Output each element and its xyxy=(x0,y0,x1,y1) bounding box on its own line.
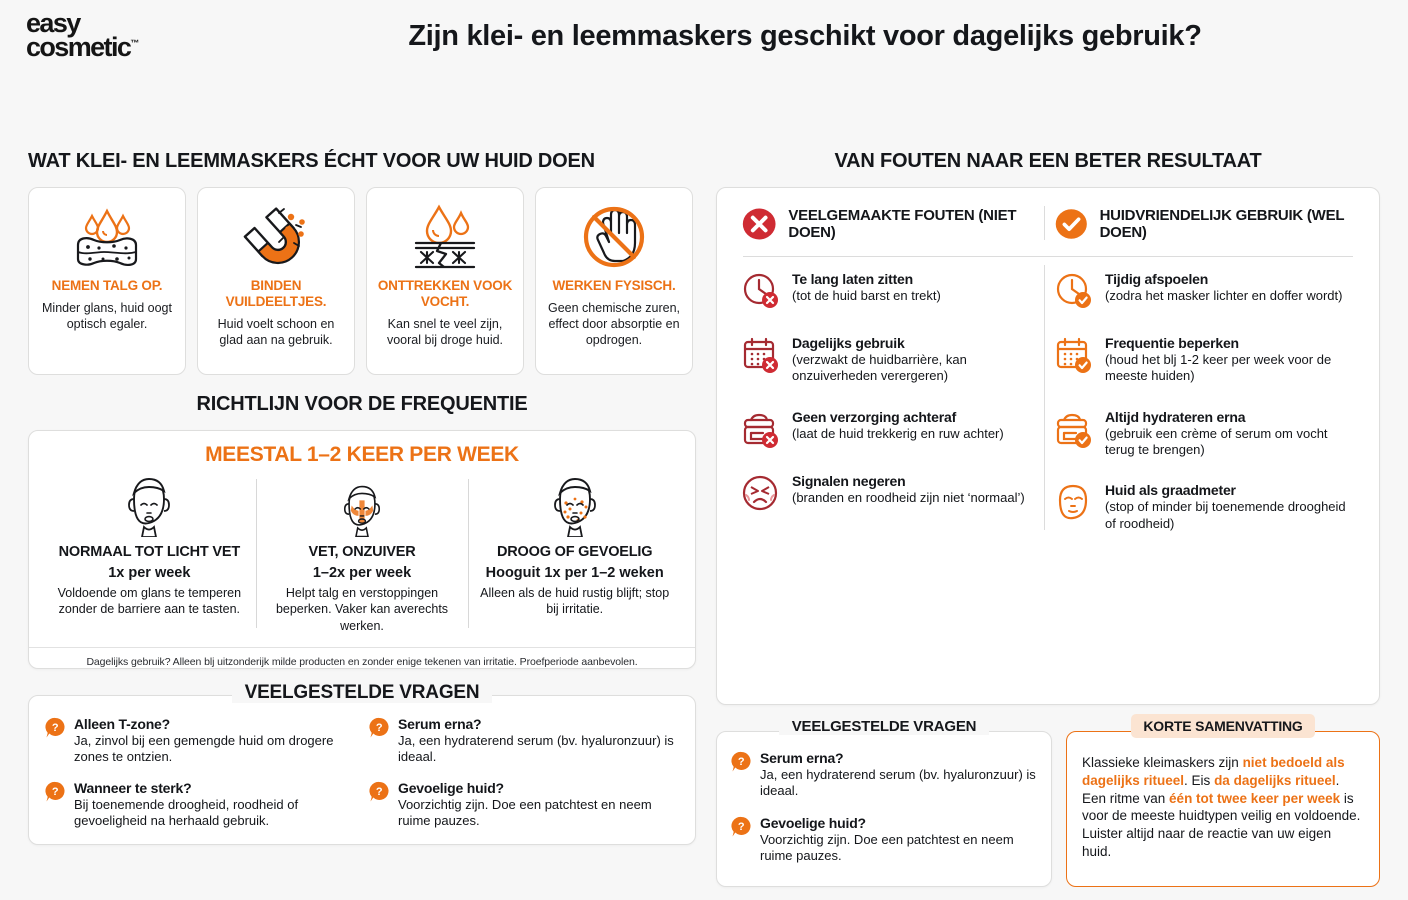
face-irritated-icon xyxy=(741,473,781,513)
faq-answer: Bij toenemende droogheid, roodheid of gevoeligheid na herhaald gebruik. xyxy=(74,796,299,829)
do-sub: (gebruik een crème of serum om vocht terug te brengen) xyxy=(1105,425,1328,457)
sponge-sebum-icon xyxy=(70,198,144,276)
do-item xyxy=(1054,335,1355,385)
benefit-title: BINDEN VUILDEELTJES. xyxy=(225,278,327,309)
faq-answer: Voorzichtig zijn. Doe een patchtest en neem ruime pauzes. xyxy=(398,796,652,829)
frequency-type: DROOG OF GEVOELIG xyxy=(497,544,653,560)
do-title: Tijdig afspoelen xyxy=(1105,271,1209,287)
svg-text:?: ? xyxy=(737,820,745,833)
svg-text:?: ? xyxy=(375,722,383,734)
faq-question: Serum erna? xyxy=(760,750,844,766)
dont-sub: (branden en roodheid zijn niet ‘normaal’) xyxy=(792,489,1025,505)
frequency-rate: Hooguit 1x per 1–2 weken xyxy=(485,565,664,581)
frequency-type: NORMAAL TOT LICHT VET xyxy=(58,544,240,560)
right-faq-card xyxy=(716,731,1052,887)
faq-item xyxy=(369,716,679,766)
benefit-card xyxy=(197,187,355,375)
benefit-desc: Kan snel te veel zijn, vooral bij droge huid. xyxy=(386,316,504,348)
circle-check-icon xyxy=(1054,204,1089,244)
right-faq-section xyxy=(716,718,1052,887)
dont-item xyxy=(741,409,1042,449)
benefit-title: ONTTREKKEN VOOK VOCHT. xyxy=(377,278,513,309)
question-bubble-icon xyxy=(369,781,390,830)
dont-sub: (verzwakt de huidbarrière, kan onzuiverheden verergeren) xyxy=(792,352,967,384)
dont-item xyxy=(741,271,1042,311)
faq-answer: Voorzichtig zijn. Doe een patchtest en neem ruime pauzes. xyxy=(760,831,1014,864)
faq-question: Gevoelige huid? xyxy=(760,814,866,831)
calendar-x-icon xyxy=(741,335,781,375)
page-header xyxy=(0,0,1408,92)
question-bubble-icon xyxy=(731,816,752,865)
do-sub: (zodra het masker lichter en doffer wordt) xyxy=(1105,288,1343,304)
frequency-desc: Alleen als de huid rustig blijft; stop bij irritatie. xyxy=(480,586,670,617)
frequency-desc: Voldoende om glans te temperen zonder de barriere aan te tasten. xyxy=(57,586,242,617)
dont-title: Signalen negeren xyxy=(792,472,906,489)
frequency-card xyxy=(28,430,696,669)
face-calm-icon xyxy=(1054,482,1094,522)
dont-sub: (laat de huid trekkerig en ruw achter) xyxy=(792,425,1004,441)
benefit-desc: Huid voelt schoon en glad aan na gebruik. xyxy=(217,316,335,348)
benefit-card xyxy=(366,187,524,375)
frequency-note: Dagelijks gebruik? Alleen blj uitzonderijk milde producten en zonder enige tekenen van irritatie. Proefperiode aanbevolen. xyxy=(29,647,695,668)
dos-column xyxy=(1048,271,1361,532)
faq-item xyxy=(731,750,1037,800)
frequency-column xyxy=(256,471,469,634)
question-bubble-icon xyxy=(45,717,66,766)
faq-answer: Ja, een hydraterend serum (bv. hyaluronzuur) is ideaal. xyxy=(760,767,1036,799)
benefit-title: NEMEN TALG OP. xyxy=(51,278,163,293)
donts-header-label: VEELGEMAAKTE FOUTEN (NIET DOEN) xyxy=(788,206,1017,241)
frequency-rate: 1x per week xyxy=(108,565,191,581)
dont-title: Te lang laten zitten xyxy=(792,271,913,287)
faq-question: Serum erna? xyxy=(398,716,482,732)
faq-question: Alleen T-zone? xyxy=(74,716,170,732)
faq-question: Wanneer te sterk? xyxy=(74,779,192,796)
question-bubble-icon xyxy=(45,781,66,830)
frequency-title: MEESTAL 1–2 KEER PER WEEK xyxy=(205,443,519,466)
brand-logo-line2: cosmetic™ xyxy=(26,31,140,62)
benefit-desc: Minder glans, huid oogt optisch egaler. xyxy=(42,300,172,332)
benefit-title: WERKEN FYSISCH. xyxy=(552,278,676,293)
do-sub: (houd het blj 1-2 keer per week voor de meeste huiden) xyxy=(1105,352,1332,384)
svg-text:?: ? xyxy=(375,785,383,798)
brand-logo xyxy=(26,8,196,62)
frequency-rate: 1–2x per week xyxy=(312,565,412,581)
benefits-cards xyxy=(28,187,696,375)
left-column xyxy=(28,150,696,845)
benefit-desc: Geen chemische zuren, effect door absorptie en opdrogen. xyxy=(547,300,680,348)
svg-text:?: ? xyxy=(51,722,59,734)
faq-answer: Ja, zinvol bij een gemengde huid om drogere zones te ontzien. xyxy=(74,733,334,765)
summary-legend: KORTE SAMENVATTING xyxy=(1066,718,1380,736)
faq-column xyxy=(45,716,355,830)
face-normal-icon xyxy=(51,471,248,537)
face-oily-icon xyxy=(264,471,461,537)
left-faq-section xyxy=(28,682,696,845)
donts-column xyxy=(735,271,1048,532)
donts-header xyxy=(735,204,1048,244)
trademark-symbol: ™ xyxy=(130,37,140,48)
page-title: Zijn klei- en leemmaskers geschikt voor dagelijks gebruik? xyxy=(408,20,1202,52)
faq-item xyxy=(45,716,355,766)
left-faq-card xyxy=(28,695,696,845)
cream-jar-check-icon xyxy=(1054,409,1094,449)
faq-column xyxy=(731,750,1037,865)
faq-answer: Ja, een hydraterend serum (bv. hyaluronzuur) is ideaal. xyxy=(398,733,674,765)
do-item xyxy=(1054,482,1355,532)
do-title: Huid als graadmeter xyxy=(1105,482,1236,499)
summary-section xyxy=(1066,718,1380,887)
benefit-card xyxy=(535,187,693,375)
frequency-section xyxy=(28,393,696,669)
summary-text: Klassieke kleimaskers zijn niet bedoeld als dagelijks ritueel. Eis da dagelijks ritueel. Een ritme van één tot twee keer per week is voor de meeste huidtypen veilig en voldoende. Luister altijd naar de reactie van uw eigen huid. xyxy=(1082,755,1361,860)
clock-x-icon xyxy=(741,271,781,311)
do-item xyxy=(1054,409,1355,459)
faq-item xyxy=(45,780,355,830)
benefits-heading: WAT KLEI- EN LEEMMASKERS ÉCHT VOOR UW HUID DOEN xyxy=(28,150,595,172)
brand-logo-line1: easy xyxy=(26,8,80,38)
magnet-dirt-icon xyxy=(239,198,313,276)
cream-jar-x-icon xyxy=(741,409,781,449)
frequency-column xyxy=(43,471,256,634)
faq-item xyxy=(731,815,1037,865)
right-column xyxy=(716,150,1380,887)
frequency-heading: RICHTLIJN VOOR DE FREQUENTIE xyxy=(196,393,528,415)
faq-question: Gevoelige huid? xyxy=(398,779,504,796)
do-sub: (stop of minder bij toenemende droogheid of roodheid) xyxy=(1105,499,1346,531)
do-title: Altijd hydrateren erna xyxy=(1105,408,1246,425)
question-bubble-icon xyxy=(731,751,752,800)
faq-column xyxy=(369,716,679,830)
face-dry-icon xyxy=(476,471,673,537)
dont-item xyxy=(741,335,1042,385)
circle-x-icon xyxy=(741,204,777,244)
svg-text:?: ? xyxy=(737,756,745,768)
question-bubble-icon xyxy=(369,717,390,766)
svg-text:?: ? xyxy=(51,785,59,798)
dont-item xyxy=(741,473,1042,513)
left-faq-legend: VEELGESTELDE VRAGEN xyxy=(28,682,696,704)
no-hand-icon xyxy=(577,198,651,276)
dos-donts-card xyxy=(716,187,1380,705)
dos-donts-heading: VAN FOUTEN NAAR EEN BETER RESULTAAT xyxy=(834,150,1262,172)
do-title: Frequentie beperken xyxy=(1105,335,1239,351)
frequency-column xyxy=(468,471,681,634)
frequency-type: VET, ONZUIVER xyxy=(308,544,416,560)
calendar-check-icon xyxy=(1054,335,1094,375)
dont-title: Dagelijks gebruik xyxy=(792,335,905,351)
dont-title: Geen verzorging achteraf xyxy=(792,408,957,425)
right-bottom-row xyxy=(716,718,1380,887)
summary-card xyxy=(1066,731,1380,887)
frequency-desc: Helpt talg en verstoppingen beperken. Vaker kan averechts werken. xyxy=(275,586,449,633)
right-faq-legend: VEELGESTELDE VRAGEN xyxy=(716,718,1052,736)
skin-moisture-icon xyxy=(408,198,482,276)
dont-sub: (tot de huid barst en trekt) xyxy=(792,288,941,304)
benefit-card xyxy=(28,187,186,375)
dos-header-label: HUIDVRIENDELIJK GEBRUIK (WEL DOEN) xyxy=(1099,206,1344,241)
clock-check-icon xyxy=(1054,271,1094,311)
do-item xyxy=(1054,271,1355,311)
dos-header xyxy=(1048,204,1361,244)
faq-item xyxy=(369,780,679,830)
